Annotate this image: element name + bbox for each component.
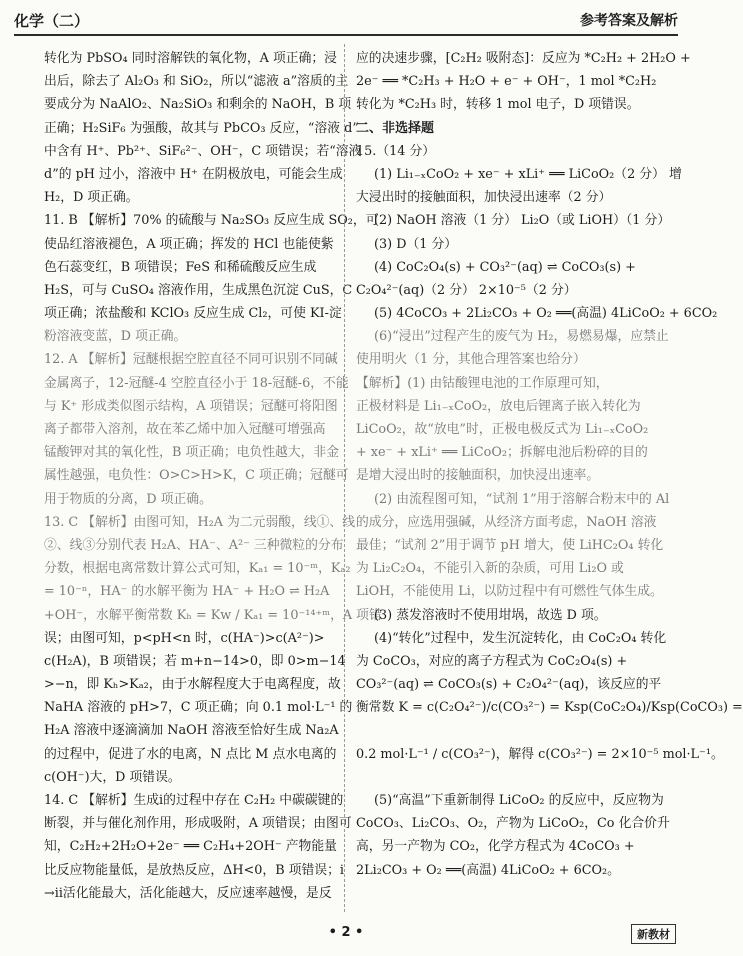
text-line: (1) Li₁₋ₓCoO₂ + xe⁻ + xLi⁺ ══ LiCoO₂（2 分） 增 (374, 166, 682, 182)
text-line: 离子都带入溶剂，故在苯乙烯中加入冠醚可增强高 (44, 422, 326, 437)
text-line: (5) 4CoCO₃ + 2Li₂CO₃ + O₂ ══(高温) 4LiCoO₂ + 6CO₂ (374, 306, 718, 322)
text-line: c(OH⁻)大，D 项错误。 (44, 769, 181, 785)
text-line: 转化为 *C₂H₃ 时，转移 1 mol 电子，D 项错误。 (356, 97, 640, 113)
text-line: 13. C 【解析】由图可知，H₂A 为二元弱酸，线①、线 (44, 514, 356, 530)
text-line: 知，C₂H₂+2H₂O+2e⁻ ══ C₂H₄+2OH⁻ 产物能量 (44, 839, 337, 855)
section-heading: 二、非选择题 (356, 120, 435, 136)
text-line: →ⅱ活化能最大，活化能越大，反应速率越慢，是反 (44, 885, 332, 901)
text-line: 属性越强，电负性：O>C>H>K，C 项正确；冠醚可 (44, 468, 349, 484)
text-line: 的成分，应选用强碱，从经济方面考虑，NaOH 溶液 (356, 514, 657, 530)
text-line: (5)“高温”下重新制得 LiCoO₂ 的反应中，反应物为 (374, 793, 664, 808)
text-line: H₂S，可与 CuSO₄ 溶液作用，生成黑色沉淀 CuS，C (44, 282, 353, 298)
text-line: 转化为 PbSO₄ 同时溶解铁的氧化物，A 项正确；浸 (44, 51, 337, 66)
text-line: (4)“转化”过程中，发生沉淀转化，由 CoC₂O₄ 转化 (374, 630, 667, 646)
text-line: 0.2 mol·L⁻¹ / c(CO₃²⁻)，解得 c(CO₃²⁻) = 2×10⁻⁵ mol·L⁻¹。 (356, 746, 724, 762)
text-line: 分数，根据电离常数计算公式可知，Kₐ₁ = 10⁻ᵐ，Kₐ₂ (44, 561, 351, 577)
text-line: CoCO₃、Li₂CO₃、O₂，产物为 LiCoO₂，Co 化合价升 (356, 816, 670, 832)
text-line: 锰酸钾对其的氧化性，B 项正确；电负性越大，非金 (44, 445, 340, 461)
text-line: ②、线③分别代表 H₂A、HA⁻、A²⁻ 三种微粒的分布 (44, 537, 344, 553)
text-line: 为 CoCO₃，对应的离子方程式为 CoC₂O₄(s) + (356, 653, 628, 669)
text-line: 12. A 【解析】冠醚根据空腔直径不同可识别不同碱 (44, 352, 338, 368)
text-line: 使品红溶液褪色，A 项正确；挥发的 HCl 也能使紫 (44, 236, 334, 252)
subject-title: 化学（二） (14, 11, 90, 30)
text-line: CO₃²⁻(aq) ⇌ CoCO₃(s) + C₂O₄²⁻(aq)，该反应的平 (356, 677, 662, 693)
text-line: +OH⁻，水解平衡常数 Kₕ = Kw / Kₐ₁ = 10⁻¹⁴⁺ᵐ，A 项错 (44, 607, 382, 623)
text-line: 色石蕊变红，B 项错误；FeS 和稀硫酸反应生成 (44, 259, 317, 275)
section-title: 参考答案及解析 (580, 13, 678, 29)
text-line: 项正确；浓盐酸和 KClO₃ 反应生成 Cl₂，可使 KI-淀 (44, 306, 342, 322)
text-line: c(H₂A)，B 项错误；若 m+n−14>0，即 0>m−14 (44, 653, 346, 669)
page-header (14, 6, 678, 36)
text-line: 出后，除去了 Al₂O₃ 和 SiO₂，所以“滤液 a”溶质的主 (44, 74, 349, 90)
text-line: (2) 由流程图可知，“试剂 1”用于溶解合粉末中的 Al (374, 491, 670, 507)
text-line: 14. C 【解析】生成ⅰ的过程中存在 C₂H₂ 中碳碳键的 (44, 793, 344, 808)
right-column (356, 47, 743, 882)
edition-badge: 新教材 (631, 924, 676, 944)
text-line: 比反应物能量低，是放热反应，ΔH<0，B 项错误；ⅰ (44, 862, 344, 878)
text-line: 断裂，并与催化剂作用，形成吸附，A 项错误；由图可 (44, 816, 352, 832)
page-number: • 2 • (328, 925, 364, 940)
text-line: 误；由图可知，p<pH<n 时，c(HA⁻)>c(A²⁻)> (44, 630, 325, 646)
column-divider (344, 44, 345, 912)
text-line: H₂，D 项正确。 (44, 190, 139, 206)
text-line: 正极材料是 Li₁₋ₓCoO₂，放电后锂离子嵌入转化为 (356, 398, 641, 414)
text-line: 粉溶液变蓝，D 项正确。 (44, 329, 187, 345)
text-line: 为 Li₂C₂O₄，不能引入新的杂质，可用 Li₂O 或 (356, 561, 624, 577)
text-line: 【解析】(1) 由钴酸锂电池的工作原理可知， (356, 375, 609, 391)
text-line: 的过程中，促进了水的电离，N 点比 M 点水电离的 (44, 746, 337, 762)
text-line: + xe⁻ + xLi⁺ ══ LiCoO₂；拆解电池后粉碎的目的 (356, 445, 648, 461)
text-line: (4) CoC₂O₄(s) + CO₃²⁻(aq) ⇌ CoCO₃(s) + (374, 259, 636, 275)
text-line: LiCoO₂，故“放电”时，正极电极反式为 Li₁₋ₓCoO₂ (356, 422, 649, 437)
text-line: (2) NaOH 溶液（1 分） Li₂O（或 LiOH）（1 分） (374, 213, 671, 229)
text-line: 大浸出时的接触面积，加快浸出速率（2 分） (356, 190, 612, 206)
text-line: 中含有 H⁺、Pb²⁺、SiF₆²⁻、OH⁻，C 项错误；若“溶液 (44, 143, 362, 159)
text-line: 金属离子，12-冠醚-4 空腔直径小于 18-冠醚-6，不能 (44, 375, 349, 391)
text-line: NaHA 溶液的 pH>7，C 项正确；向 0.1 mol·L⁻¹ 的 (44, 700, 353, 716)
text-line: 用于物质的分离，D 项正确。 (44, 491, 212, 507)
text-line: 15.（14 分） (356, 143, 436, 159)
text-line: 应的决速步骤，[C₂H₂ 吸附态]：反应为 *C₂H₂ + 2H₂O + (356, 51, 691, 66)
text-line: (3) D（1 分） (374, 236, 458, 252)
text-line: 最佳；“试剂 2”用于调节 pH 增大，使 LiHC₂O₄ 转化 (356, 537, 664, 553)
text-line: 2e⁻ ══ *C₂H₃ + H₂O + e⁻ + OH⁻，1 mol *C₂H₂ (356, 74, 657, 90)
text-line: 11. B 【解析】70% 的硫酸与 Na₂SO₃ 反应生成 SO₂，可 (44, 213, 379, 229)
text-line: H₂A 溶液中逐滴滴加 NaOH 溶液至恰好生成 Na₂A (44, 723, 339, 739)
text-line: 使用明火（1 分，其他合理答案也给分） (356, 352, 586, 368)
text-line: 是增大浸出时的接触面积，加快浸出速率。 (356, 468, 600, 484)
text-line: 与 K⁺ 形成类似图示结构，A 项错误；冠醚可将阳图 (44, 398, 338, 414)
text-line: (3) 蒸发溶液时不使用坩埚，故选 D 项。 (374, 607, 607, 623)
text-line: (6)“浸出”过程产生的废气为 H₂，易燃易爆，应禁止 (374, 329, 669, 345)
text-line: C₂O₄²⁻(aq)（2 分） 2×10⁻⁵（2 分） (356, 282, 577, 298)
text-line (356, 766, 668, 789)
left-column (44, 47, 382, 905)
text-line (356, 719, 668, 742)
text-line: 衡常数 K = c(C₂O₄²⁻)/c(CO₃²⁻) = Ksp(CoC₂O₄)/Ksp(CoCO₃) = (356, 700, 743, 716)
text-line: 要成分为 NaAlO₂、Na₂SiO₃ 和剩余的 NaOH，B 项 (44, 97, 352, 113)
text-line: 正确；H₂SiF₆ 为强酸，故其与 PbCO₃ 反应，“溶液 d” (44, 120, 359, 136)
text-line: d”的 pH 过小，溶液中 H⁺ 在阴极放电，可能会生成 (44, 166, 343, 182)
text-line: 2Li₂CO₃ + O₂ ══(高温) 4LiCoO₂ + 6CO₂。 (356, 862, 620, 878)
text-line: 高，另一产物为 CO₂，化学方程式为 4CoCO₃ + (356, 839, 635, 855)
text-line: LiOH，不能使用 Li，以防过程中有可燃性气体生成。 (356, 584, 663, 600)
text-line: >−n，即 Kₕ>Kₐ₂，由于水解程度大于电离程度，故 (44, 677, 341, 693)
text-line: = 10⁻ⁿ，HA⁻ 的水解平衡为 HA⁻ + H₂O ⇌ H₂A (44, 584, 330, 600)
